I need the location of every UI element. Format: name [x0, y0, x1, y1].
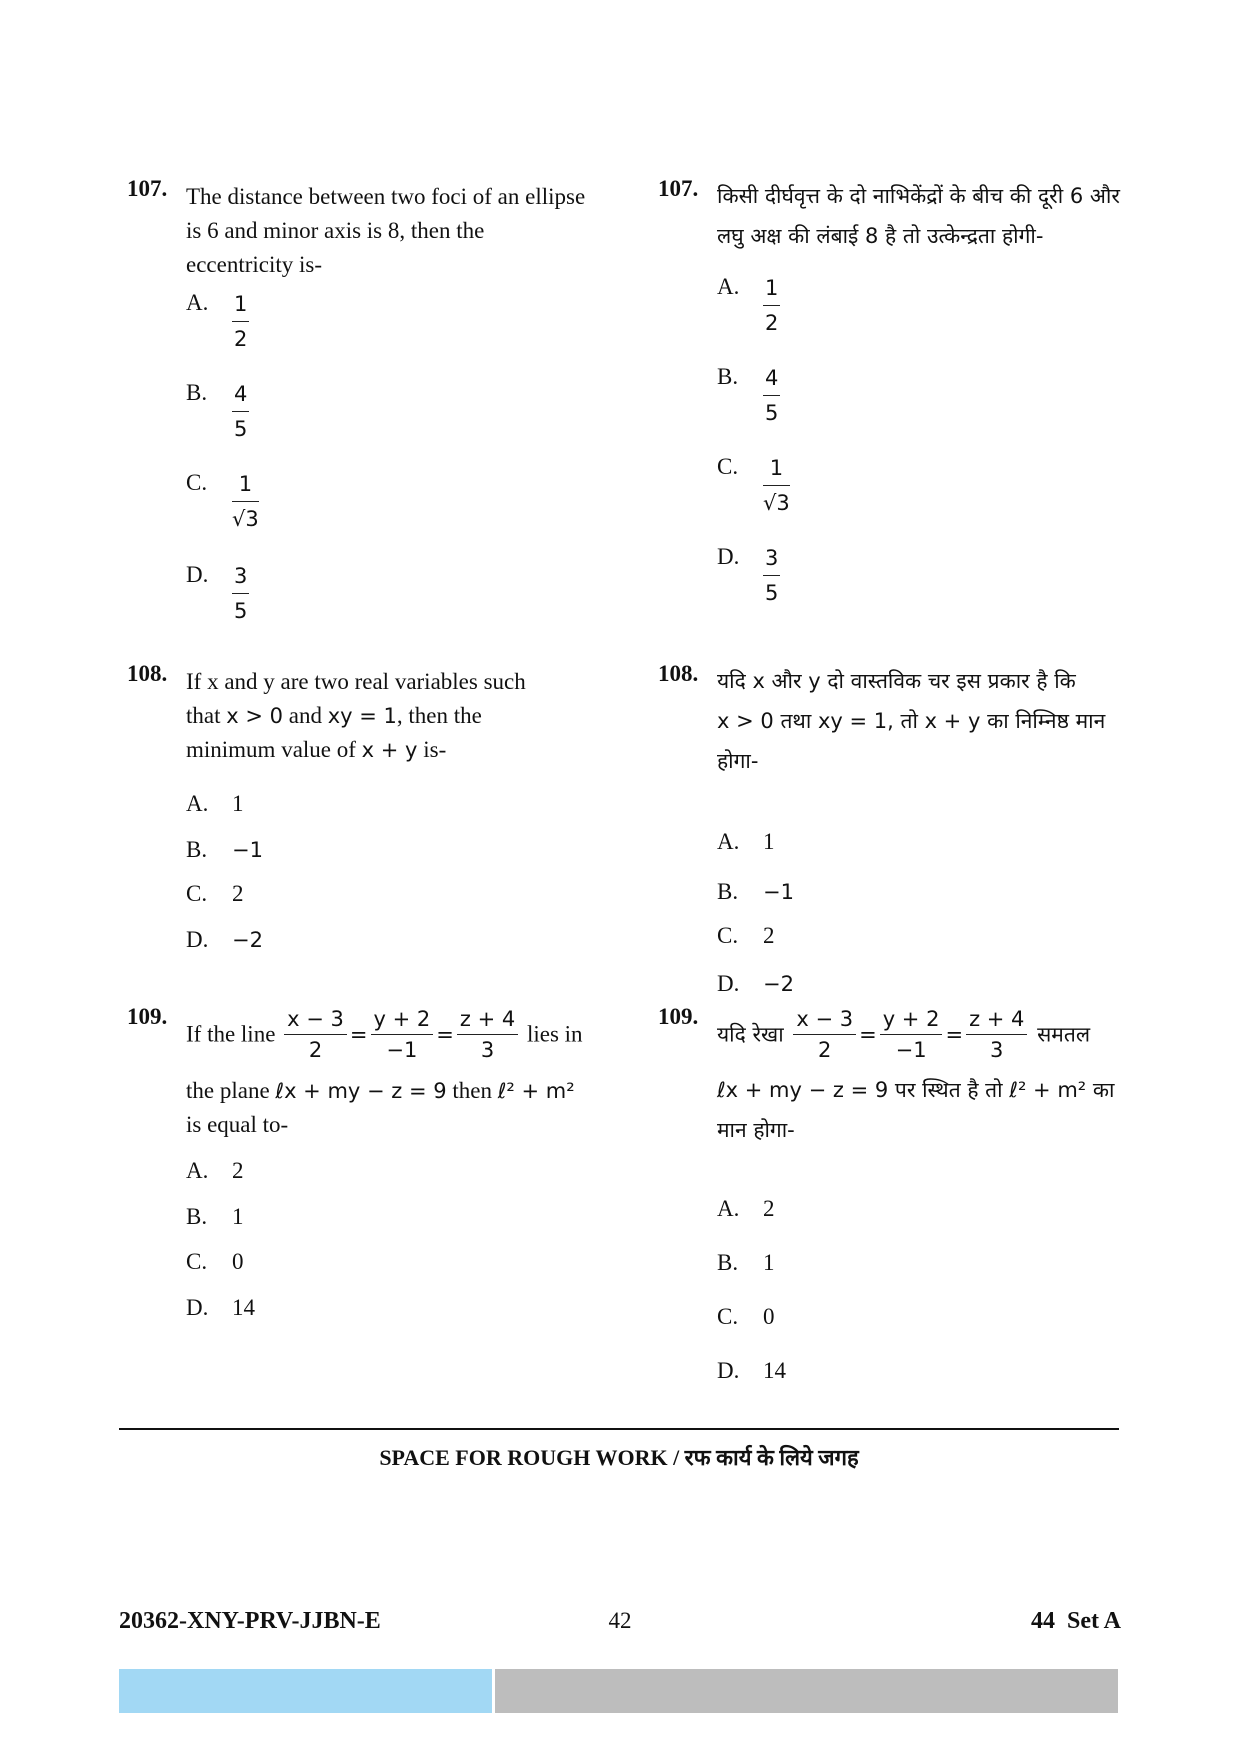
option-label: B. [186, 380, 208, 405]
page-number: 42 [608, 1608, 632, 1633]
option-a[interactable] [186, 290, 249, 353]
question-text: किसी दीर्घवृत्त के दो नाभिकेंद्रों के बीच की दूरी 6 और लघु अक्ष की लंबाई 8 है तो उत्केन्द्रता होगी- [717, 184, 1120, 248]
option-a[interactable]: A. 2 [186, 1158, 244, 1183]
option-label: D. [186, 562, 209, 587]
option-c[interactable]: C. $\frac{1}{√3}$ [717, 454, 790, 515]
option-b[interactable]: B. 1 [717, 1250, 775, 1275]
question-number: 109. [127, 1004, 168, 1029]
option-b[interactable]: B. $\frac{4}{5}$ [717, 364, 779, 425]
option-label: C. [186, 470, 208, 495]
option-d[interactable]: D. 14 [717, 1358, 786, 1383]
rough-work-heading: SPACE FOR ROUGH WORK / रफ कार्य के लिये जगह [379, 1445, 859, 1470]
fraction: $\frac{1}{2}$ [234, 292, 248, 351]
option-d[interactable]: D. $\frac{3}{5}$ [717, 544, 779, 605]
question-text: The distance between two foci of an ellipse is 6 and minor axis is 8, then the eccentricity is- [186, 184, 586, 277]
option-a[interactable]: A. $\frac{1}{2}$ [717, 274, 779, 335]
option-b[interactable] [186, 380, 249, 443]
footer-bar-gray [495, 1669, 1118, 1713]
option-c[interactable]: C. 0 [186, 1249, 244, 1274]
option-b[interactable]: B. 1 [186, 1204, 244, 1229]
question-text: If x and y are two real variables such that x > 0 and xy = 1, then the minimum value of x + y is- [186, 669, 526, 762]
option-d[interactable]: D. 14 [186, 1295, 255, 1320]
option-b[interactable]: B. −1 [717, 879, 794, 904]
option-d[interactable] [186, 562, 249, 625]
question-text: यदि x और y दो वास्तविक चर इस प्रकार है कि x > 0 तथा xy = 1, तो x + y का निम्निष्ठ मान होगा- [717, 669, 1106, 773]
question-number: 107. [127, 176, 168, 201]
rough-work-divider [119, 1428, 1119, 1430]
option-c[interactable]: C. 0 [717, 1304, 775, 1329]
option-c[interactable]: C. 2 [186, 881, 244, 906]
option-a[interactable]: A. 1 [717, 829, 775, 854]
option-c[interactable] [186, 470, 259, 533]
option-d[interactable]: D. −2 [186, 927, 263, 952]
question-text: If the line $\frac{x - 3}{2}$ = $\frac{y + 2}{-1}$ = $\frac{z + 4}{3}$ lies in the plane ℓx + my − z = 9 then ℓ² + m² is equal to- [186, 1004, 607, 1142]
option-c[interactable]: C. 2 [717, 923, 775, 948]
set-label: 44 Set A [1031, 1608, 1121, 1634]
question-number: 107. [658, 176, 699, 201]
option-a[interactable]: A. 2 [717, 1196, 775, 1221]
option-a[interactable]: A. 1 [186, 791, 244, 816]
question-number: 108. [658, 661, 699, 686]
fraction: $\frac{1}{√3}$ [232, 472, 259, 531]
paper-code: 20362-XNY-PRV-JJBN-E [119, 1608, 381, 1634]
footer-bar-blue [119, 1669, 492, 1713]
question-text: यदि रेखा $\frac{x - 3}{2}$ = $\frac{y + 2}{-1}$ = $\frac{z + 4}{3}$ समतल ℓx + my − z = 9 पर स्थित है तो ℓ² + m² का मान होगा- [717, 1004, 1138, 1150]
fraction: $\frac{3}{5}$ [234, 564, 248, 623]
question-number: 108. [127, 661, 168, 686]
option-b[interactable]: B. −1 [186, 837, 263, 862]
fraction: $\frac{4}{5}$ [234, 382, 248, 441]
question-number: 109. [658, 1004, 699, 1029]
option-label: A. [186, 290, 209, 315]
option-d[interactable]: D. −2 [717, 971, 794, 996]
